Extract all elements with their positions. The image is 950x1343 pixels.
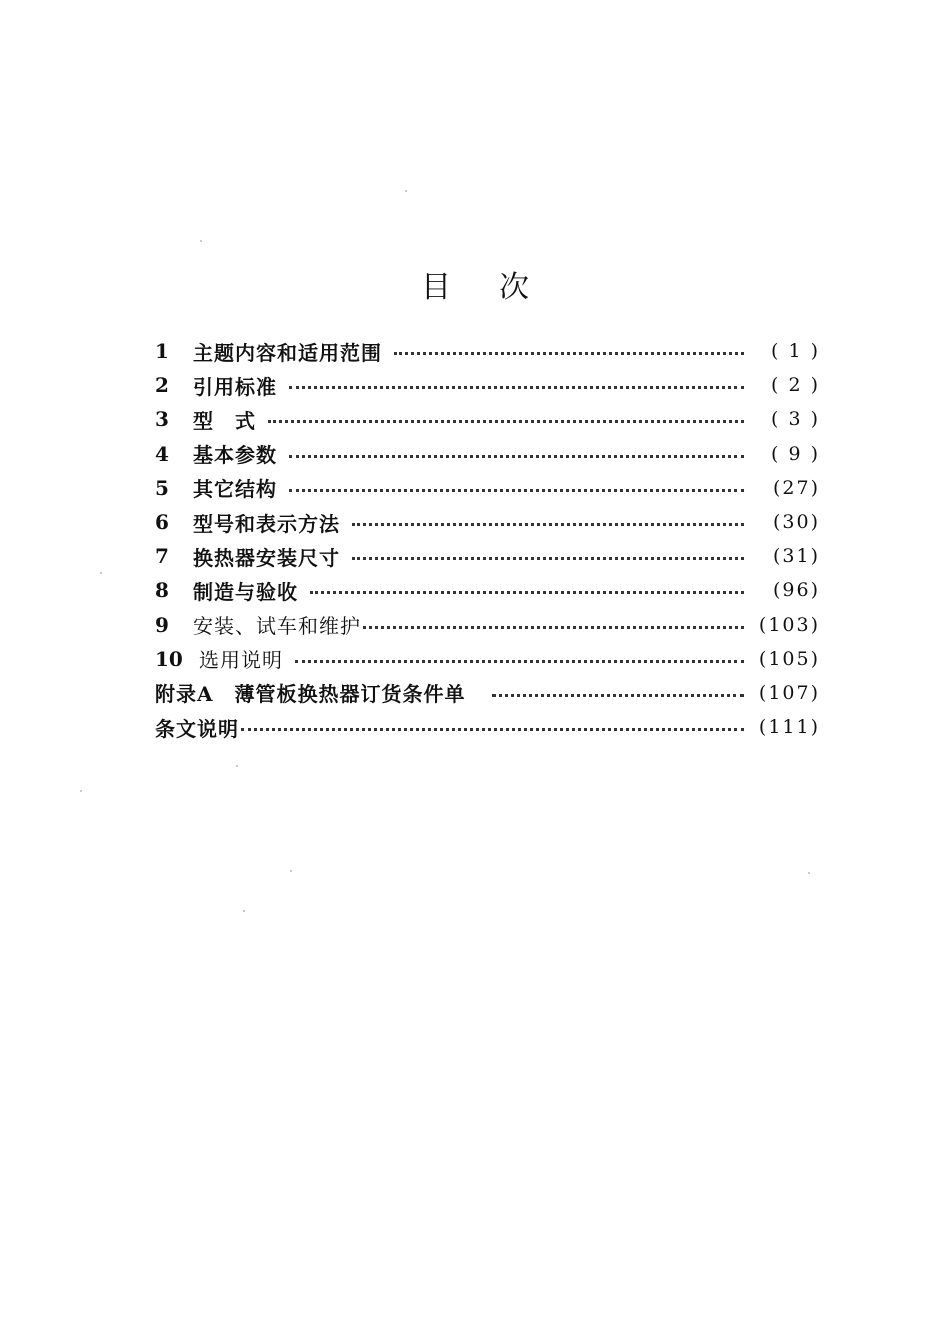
- dot-leader: [289, 488, 744, 492]
- toc-entry-number: 2: [155, 373, 169, 398]
- dot-leader: [363, 625, 744, 629]
- toc-entry-number: 3: [155, 407, 169, 432]
- dot-leader: [394, 351, 744, 355]
- toc-entry-number: 4: [155, 441, 169, 466]
- scan-speck: [243, 910, 245, 912]
- toc-entry[interactable]: [155, 539, 820, 573]
- page-title: 目次: [421, 270, 577, 305]
- scan-speck: [236, 765, 238, 767]
- dot-leader: [492, 693, 744, 697]
- toc-entry-number: 8: [155, 578, 169, 603]
- toc-entry[interactable]: [155, 608, 820, 642]
- toc-entry-label: 附录A 薄管板换热器订货条件单: [155, 682, 466, 707]
- toc-entry[interactable]: [155, 505, 820, 539]
- toc-entry-number: 10: [155, 646, 183, 671]
- table-of-contents: [155, 334, 820, 744]
- toc-entry-label: 条文说明: [155, 716, 239, 741]
- toc-entry-label: 型号和表示方法: [193, 511, 340, 536]
- toc-entry-number: 7: [155, 544, 169, 569]
- toc-entry-label: 主题内容和适用范围: [193, 340, 382, 365]
- dot-leader: [352, 522, 744, 526]
- toc-entry-number: 1: [155, 339, 169, 364]
- toc-entry-number: 6: [155, 510, 169, 535]
- dot-leader: [295, 659, 744, 663]
- toc-entry-label: 型 式: [193, 408, 256, 433]
- scan-speck: [405, 190, 407, 192]
- toc-entry-page: (105): [758, 647, 820, 670]
- scan-speck: [80, 790, 82, 792]
- toc-entry[interactable]: [155, 437, 820, 471]
- toc-entry-page: (96): [772, 579, 820, 602]
- toc-entry-page: (111): [758, 716, 820, 739]
- scan-speck: [290, 870, 292, 872]
- dot-leader: [289, 385, 744, 389]
- toc-entry-page: (107): [758, 681, 820, 704]
- dot-leader: [352, 556, 744, 560]
- toc-entry-page: ( 3 ): [771, 408, 820, 431]
- dot-leader: [310, 590, 744, 594]
- scan-speck: [200, 240, 202, 242]
- toc-entry-number: 9: [155, 612, 169, 637]
- toc-entry-page: (103): [758, 613, 820, 636]
- toc-entry[interactable]: [155, 676, 820, 710]
- toc-entry-page: (31): [772, 545, 820, 568]
- scan-speck: [100, 572, 102, 574]
- toc-entry-page: (27): [772, 476, 820, 499]
- toc-entry-number: 5: [155, 475, 169, 500]
- toc-entry-page: ( 1 ): [771, 340, 820, 363]
- toc-entry-label: 换热器安装尺寸: [193, 545, 340, 570]
- toc-entry-label: 选用说明: [199, 648, 283, 673]
- toc-entry[interactable]: [155, 402, 820, 436]
- toc-entry-label: 基本参数: [193, 443, 277, 468]
- toc-entry-page: ( 2 ): [771, 374, 820, 397]
- toc-entry-label: 引用标准: [193, 374, 277, 399]
- toc-entry-page: ( 9 ): [771, 442, 820, 465]
- toc-entry-page: (30): [772, 511, 820, 534]
- toc-entry-label: 其它结构: [193, 477, 277, 502]
- toc-entry[interactable]: [155, 368, 820, 402]
- scan-speck: [808, 872, 810, 874]
- toc-entry[interactable]: [155, 642, 820, 676]
- toc-entry-label: 制造与验收: [193, 579, 298, 604]
- dot-leader: [289, 454, 744, 458]
- toc-entry[interactable]: [155, 710, 820, 744]
- toc-entry[interactable]: [155, 334, 820, 368]
- toc-entry[interactable]: [155, 471, 820, 505]
- toc-entry[interactable]: [155, 573, 820, 607]
- dot-leader: [268, 419, 744, 423]
- toc-entry-label: 安装、试车和维护: [193, 614, 361, 639]
- dot-leader: [241, 727, 744, 731]
